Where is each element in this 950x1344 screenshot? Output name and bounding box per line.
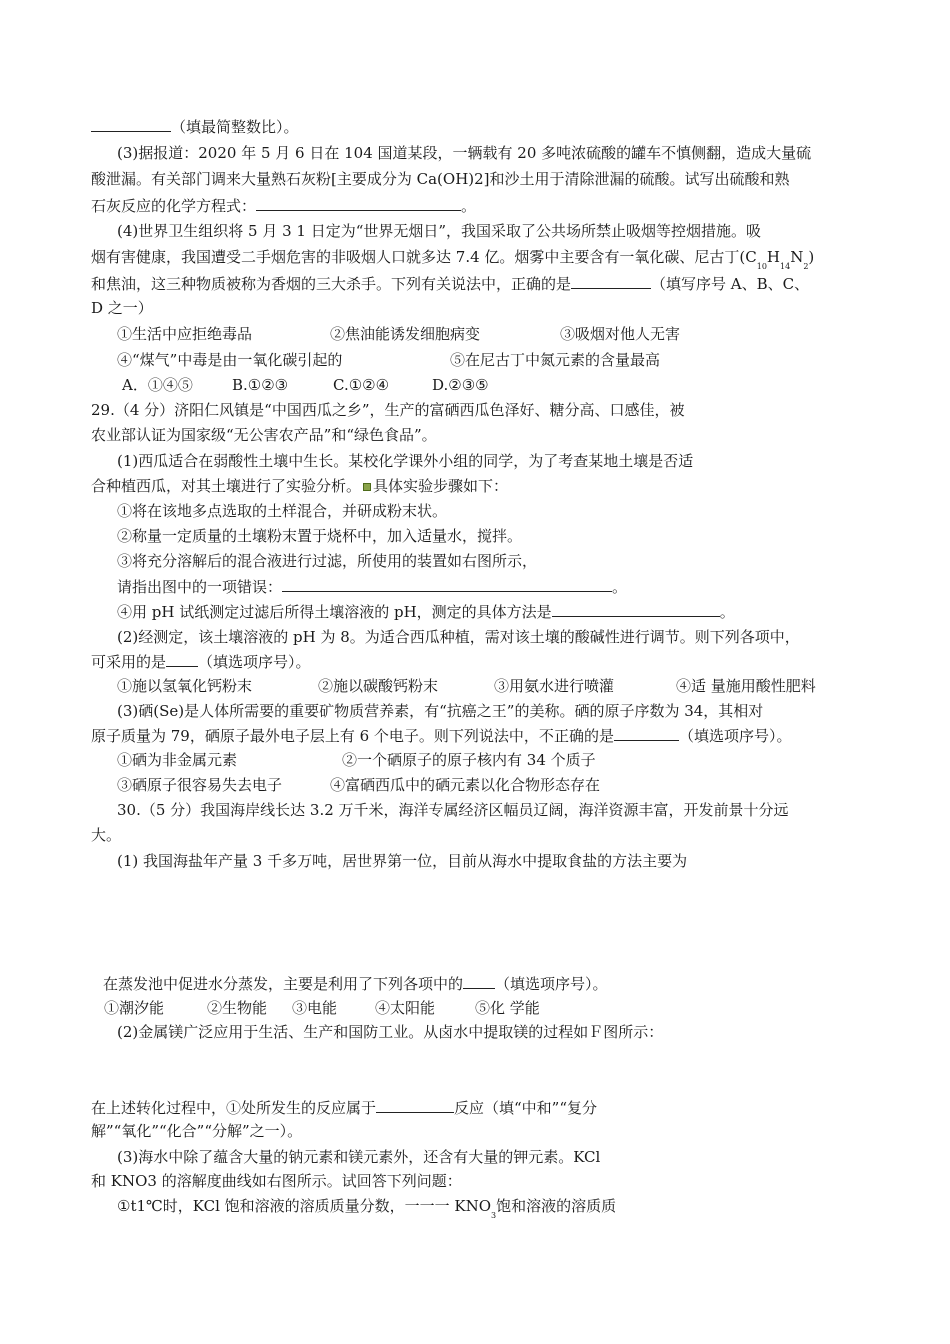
q30-p3-line3: ①t1℃时，KCl 饱和溶液的溶质质量分数，一一一 $KNO_3$饱和溶液的溶质质 [117,1197,617,1220]
q30-energy-1: ①潮汐能 [104,999,165,1017]
answer-blank[interactable] [614,725,679,741]
q30-p3-line1: (3)海水中除了蕴含大量的钠元素和镁元素外，还含有大量的钾元素。KCl [117,1148,601,1166]
q28-choice-b[interactable]: B.①②③ [232,376,289,394]
q30-energy-2: ②生物能 [207,999,268,1017]
q28-option-4: ④“煤气”中毒是由一氧化碳引起的 [117,351,343,369]
q30-energy-3: ③电能 [292,999,338,1017]
reaction-type-blank[interactable] [376,1097,454,1113]
q28-p3-line2: 酸泄漏。有关部门调来大量熟石灰粉[主要成分为 Ca(OH)2]和沙土用于清除泄漏的硫酸。试写出硫酸和熟 [91,170,790,188]
q28-option-1: ①生活中应拒绝毒品 [117,325,253,343]
q30-p2: (2)金属镁广泛应用于生活、生产和国防工业。从卤水中提取镁的过程如Ｆ图所示： [117,1023,664,1041]
q29-se-option-1: ①硒为非金属元素 [117,751,238,769]
q29-option-3: ③用氨水进行喷灌 [494,677,615,695]
q28-p3-line1: (3)据报道：2020 年 5 月 6 日在 104 国道某段，一辆载有 20 多吨浓硫酸的罐车不慎侧翻，造成大量硫 [117,144,812,162]
q29-p1-line2: 合种植西瓜，对其土壤进行了实验分析。 具体实验步骤如下： [91,477,509,495]
q29-se-option-2: ②一个硒原子的原子核内有 34 个质子 [342,751,596,769]
q30-p1: (1) 我国海盐年产量 3 千多万吨，居世界第一位，目前从海水中提取食盐的方法主要为 [117,852,688,870]
q28-choice-a[interactable]: A．①④⑤ [122,376,193,394]
q29-option-1: ①施以氢氧化钙粉末 [117,677,253,695]
q30-p2-question: 在上述转化过程中，①处所发生的反应属于 反应（填“中和”“复分 [91,1099,598,1117]
q30-p2-question-cont: 解”“氧化”“化合”“分解”之一）。 [91,1122,303,1140]
q29-option-2: ②施以碳酸钙粉末 [318,677,439,695]
equation-blank[interactable] [256,195,461,211]
q29-se-option-4: ④富硒西瓜中的硒元素以化合物形态存在 [330,776,601,794]
q28-p4-line3: 和焦油，这三种物质被称为香烟的三大杀手。下列有关说法中，正确的是 （填写序号 A、B、C、 [91,275,810,293]
q28-ratio-line: （填最简整数比）。 [91,116,299,136]
q29-p3-line2: 原子质量为 79，硒原子最外电子层上有 6 个电子。则下列说法中，不正确的是 （填选项序号）。 [91,727,792,745]
edit-marker-icon [363,483,371,491]
q28-p4-line2: 烟有害健康，我国遭受二手烟危害的非吸烟人口就多达 7.4 亿。烟雾中主要含有一氧化碳、尼古丁$(C_{10}H_{14}N_2)$ [91,248,815,271]
method-blank[interactable] [552,601,720,617]
q29-p1-line1: (1)西瓜适合在弱酸性土壤中生长。某校化学课外小组的同学，为了考查某地土壤是否适 [117,452,694,470]
q30-energy-5: ⑤化 学能 [475,999,540,1017]
answer-blank[interactable] [463,973,495,989]
q28-p4-line1: (4)世界卫生组织将 5 月 3 1 日定为“世界无烟日”，我国采取了公共场所禁止吸烟等控烟措施。吸 [117,222,762,240]
q29-step-4: ④用 pH 试纸测定过滤后所得土壤溶液的 pH，测定的具体方法是 。 [117,603,735,621]
q28-p3-line3: 石灰反应的化学方程式： 。 [91,197,477,215]
q30-energy-4: ④太阳能 [375,999,436,1017]
q28-option-3: ③吸烟对他人无害 [560,325,681,343]
q29-p2-line2: 可采用的是 （填选项序号）。 [91,653,311,671]
q29-step-2: ②称量一定质量的土壤粉末置于烧杯中，加入适量水，搅拌。 [117,527,523,545]
q30-p1-question: 在蒸发池中促进水分蒸发，主要是利用了下列各项中的 （填选项序号）。 [103,975,608,993]
answer-blank[interactable] [166,651,198,667]
q28-choice-d[interactable]: D.②③⑤ [432,376,489,394]
q28-option-5: ⑤在尼古丁中氮元素的含量最高 [450,351,661,369]
q29-step-3: ③将充分溶解后的混合液进行过滤，所使用的装置如右图所示， [117,552,538,570]
q29-option-4: ④适 量施用酸性肥料 [676,677,816,695]
q30-line2: 大。 [91,826,122,844]
q29-se-option-3: ③硒原子很容易失去电子 [117,776,283,794]
q28-p4-line4: D 之一） [91,299,153,317]
q29-step-3-question: 请指出图中的一项错误： 。 [117,578,628,596]
q28-choice-c[interactable]: C.①②④ [333,376,390,394]
error-blank[interactable] [282,576,612,592]
answer-blank[interactable] [571,273,651,289]
q29-line2: 农业部认证为国家级“无公害农产品”和“绿色食品”。 [91,426,437,444]
q30-line1: 30.（5 分）我国海岸线长达 3.2 万千米，海洋专属经济区幅员辽阔，海洋资源丰富，开发前景十分远 [117,801,789,819]
q29-p3-line1: (3)硒(Se)是人体所需要的重要矿物质营养素，有“抗癌之王”的美称。硒的原子序数为 34，其相对 [117,702,764,720]
q30-p3-line2: 和 KNO3 的溶解度曲线如右图所示。试回答下列问题： [91,1172,462,1190]
q29-step-1: ①将在该地多点选取的土样混合，并研成粉末状。 [117,502,448,520]
q29-p2-line1: (2)经测定，该土壤溶液的 pH 为 8。为适合西瓜种植，需对该土壤的酸碱性进行调节。则下列各项中， [117,628,800,646]
q29-line1: 29.（4 分）济阳仁风镇是“中国西瓜之乡”，生产的富硒西瓜色泽好、糖分高、口感佳，被 [91,401,685,419]
q28-option-2: ②焦油能诱发细胞病变 [330,325,481,343]
answer-blank[interactable] [91,116,171,132]
